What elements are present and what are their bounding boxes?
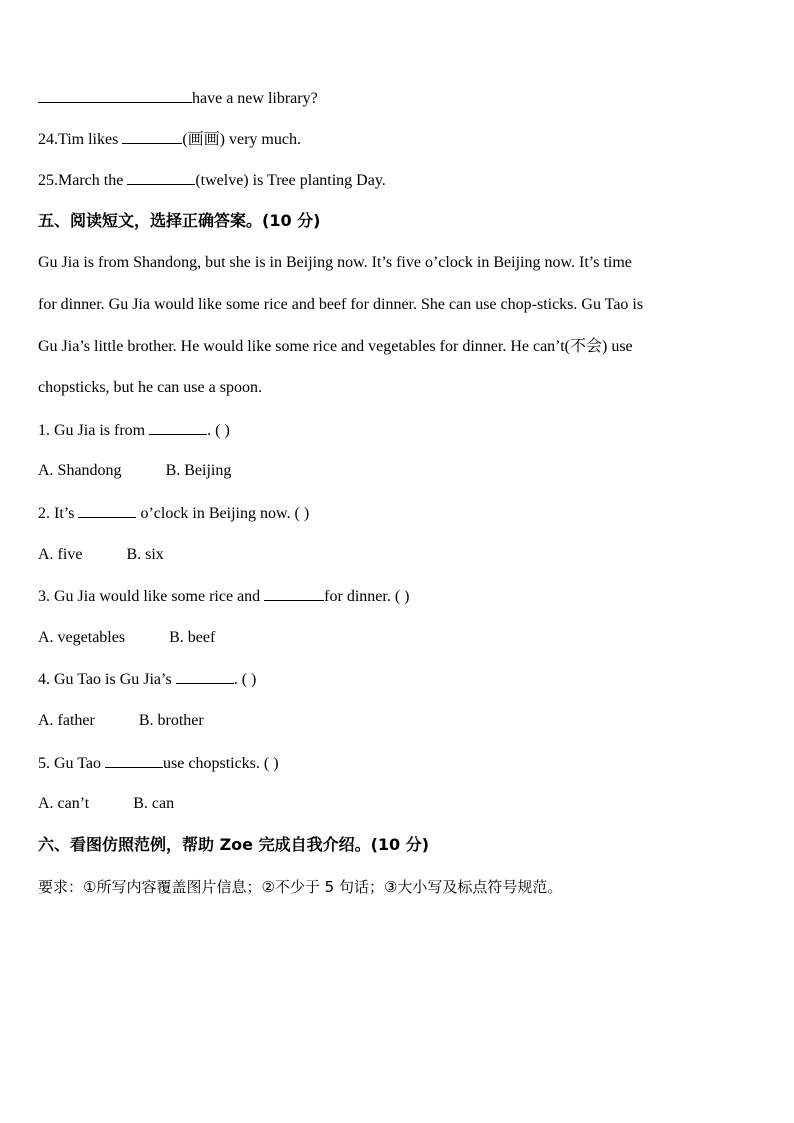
section-5-heading: 五、阅读短文，选择正确答案。(10 分)	[38, 211, 321, 230]
reading-question-2	[38, 503, 754, 524]
answer-blank[interactable]	[264, 586, 324, 601]
passage-line: Gu Jia’s little brother. He would like some rice and vegetables for dinner. He can’t(不会) use	[38, 338, 633, 355]
reading-options-3	[38, 628, 754, 648]
reading-options-5	[38, 794, 754, 814]
option-a[interactable]: A. father	[38, 712, 95, 729]
option-b[interactable]: B. can	[133, 795, 175, 812]
question-25-text-before: 25.March the	[38, 172, 128, 189]
question-text-before: 4. Gu Tao is Gu Jia’s	[38, 671, 176, 688]
answer-blank[interactable]	[105, 753, 163, 768]
question-text-before: 5. Gu Tao	[38, 755, 106, 772]
option-b[interactable]: B. beef	[169, 629, 216, 646]
question-25-text-after: (twelve) is Tree planting Day.	[195, 172, 386, 189]
answer-blank[interactable]	[38, 88, 192, 103]
reading-question-5	[38, 753, 754, 774]
question-text-before: 2. It’s	[38, 505, 79, 522]
reading-options-2	[38, 545, 754, 565]
reading-options-1	[38, 461, 754, 481]
option-b[interactable]: B. Beijing	[165, 462, 232, 479]
reading-question-3	[38, 586, 754, 607]
reading-question-1	[38, 420, 754, 441]
passage-line: chopsticks, but he can use a spoon.	[38, 379, 262, 396]
answer-blank[interactable]	[149, 420, 207, 435]
section-6-heading: 六、看图仿照范例，帮助 Zoe 完成自我介绍。(10 分)	[38, 835, 430, 854]
option-a[interactable]: A. Shandong	[38, 462, 122, 479]
question-24-text-after: (画画) very much.	[182, 131, 301, 148]
question-text-after: o’clock in Beijing now. ( )	[136, 505, 310, 522]
question-24-line	[38, 129, 754, 150]
question-text-before: 1. Gu Jia is from	[38, 422, 150, 439]
option-b[interactable]: B. brother	[138, 712, 204, 729]
reading-options-4	[38, 711, 754, 731]
answer-blank[interactable]	[176, 669, 234, 684]
question-23-line	[38, 88, 754, 109]
question-25-line	[38, 170, 754, 191]
passage-line: Gu Jia is from Shandong, but she is in Beijing now. It’s five o’clock in Beijing now. It’s time	[38, 254, 632, 271]
answer-blank[interactable]	[78, 503, 136, 518]
question-text-after: . ( )	[233, 671, 257, 688]
question-24-text-before: 24.Tim likes	[38, 131, 123, 148]
answer-blank[interactable]	[122, 129, 182, 144]
option-a[interactable]: A. can’t	[38, 795, 90, 812]
option-a[interactable]: A. vegetables	[38, 629, 126, 646]
option-a[interactable]: A. five	[38, 546, 83, 563]
question-text-after: . ( )	[207, 422, 230, 439]
option-b[interactable]: B. six	[126, 546, 164, 563]
question-text-after: use chopsticks. ( )	[163, 755, 279, 772]
passage-line: for dinner. Gu Jia would like some rice and beef for dinner. She can use chop-sticks. Gu Tao is	[38, 296, 644, 313]
question-text-before: 3. Gu Jia would like some rice and	[38, 588, 265, 605]
reading-question-4	[38, 669, 754, 690]
answer-blank[interactable]	[127, 170, 195, 185]
question-text-after: for dinner. ( )	[324, 588, 410, 605]
question-23-text: have a new library?	[192, 90, 318, 107]
writing-requirement: 要求：①所写内容覆盖图片信息；②不少于 5 句话；③大小写及标点符号规范。	[38, 878, 563, 896]
